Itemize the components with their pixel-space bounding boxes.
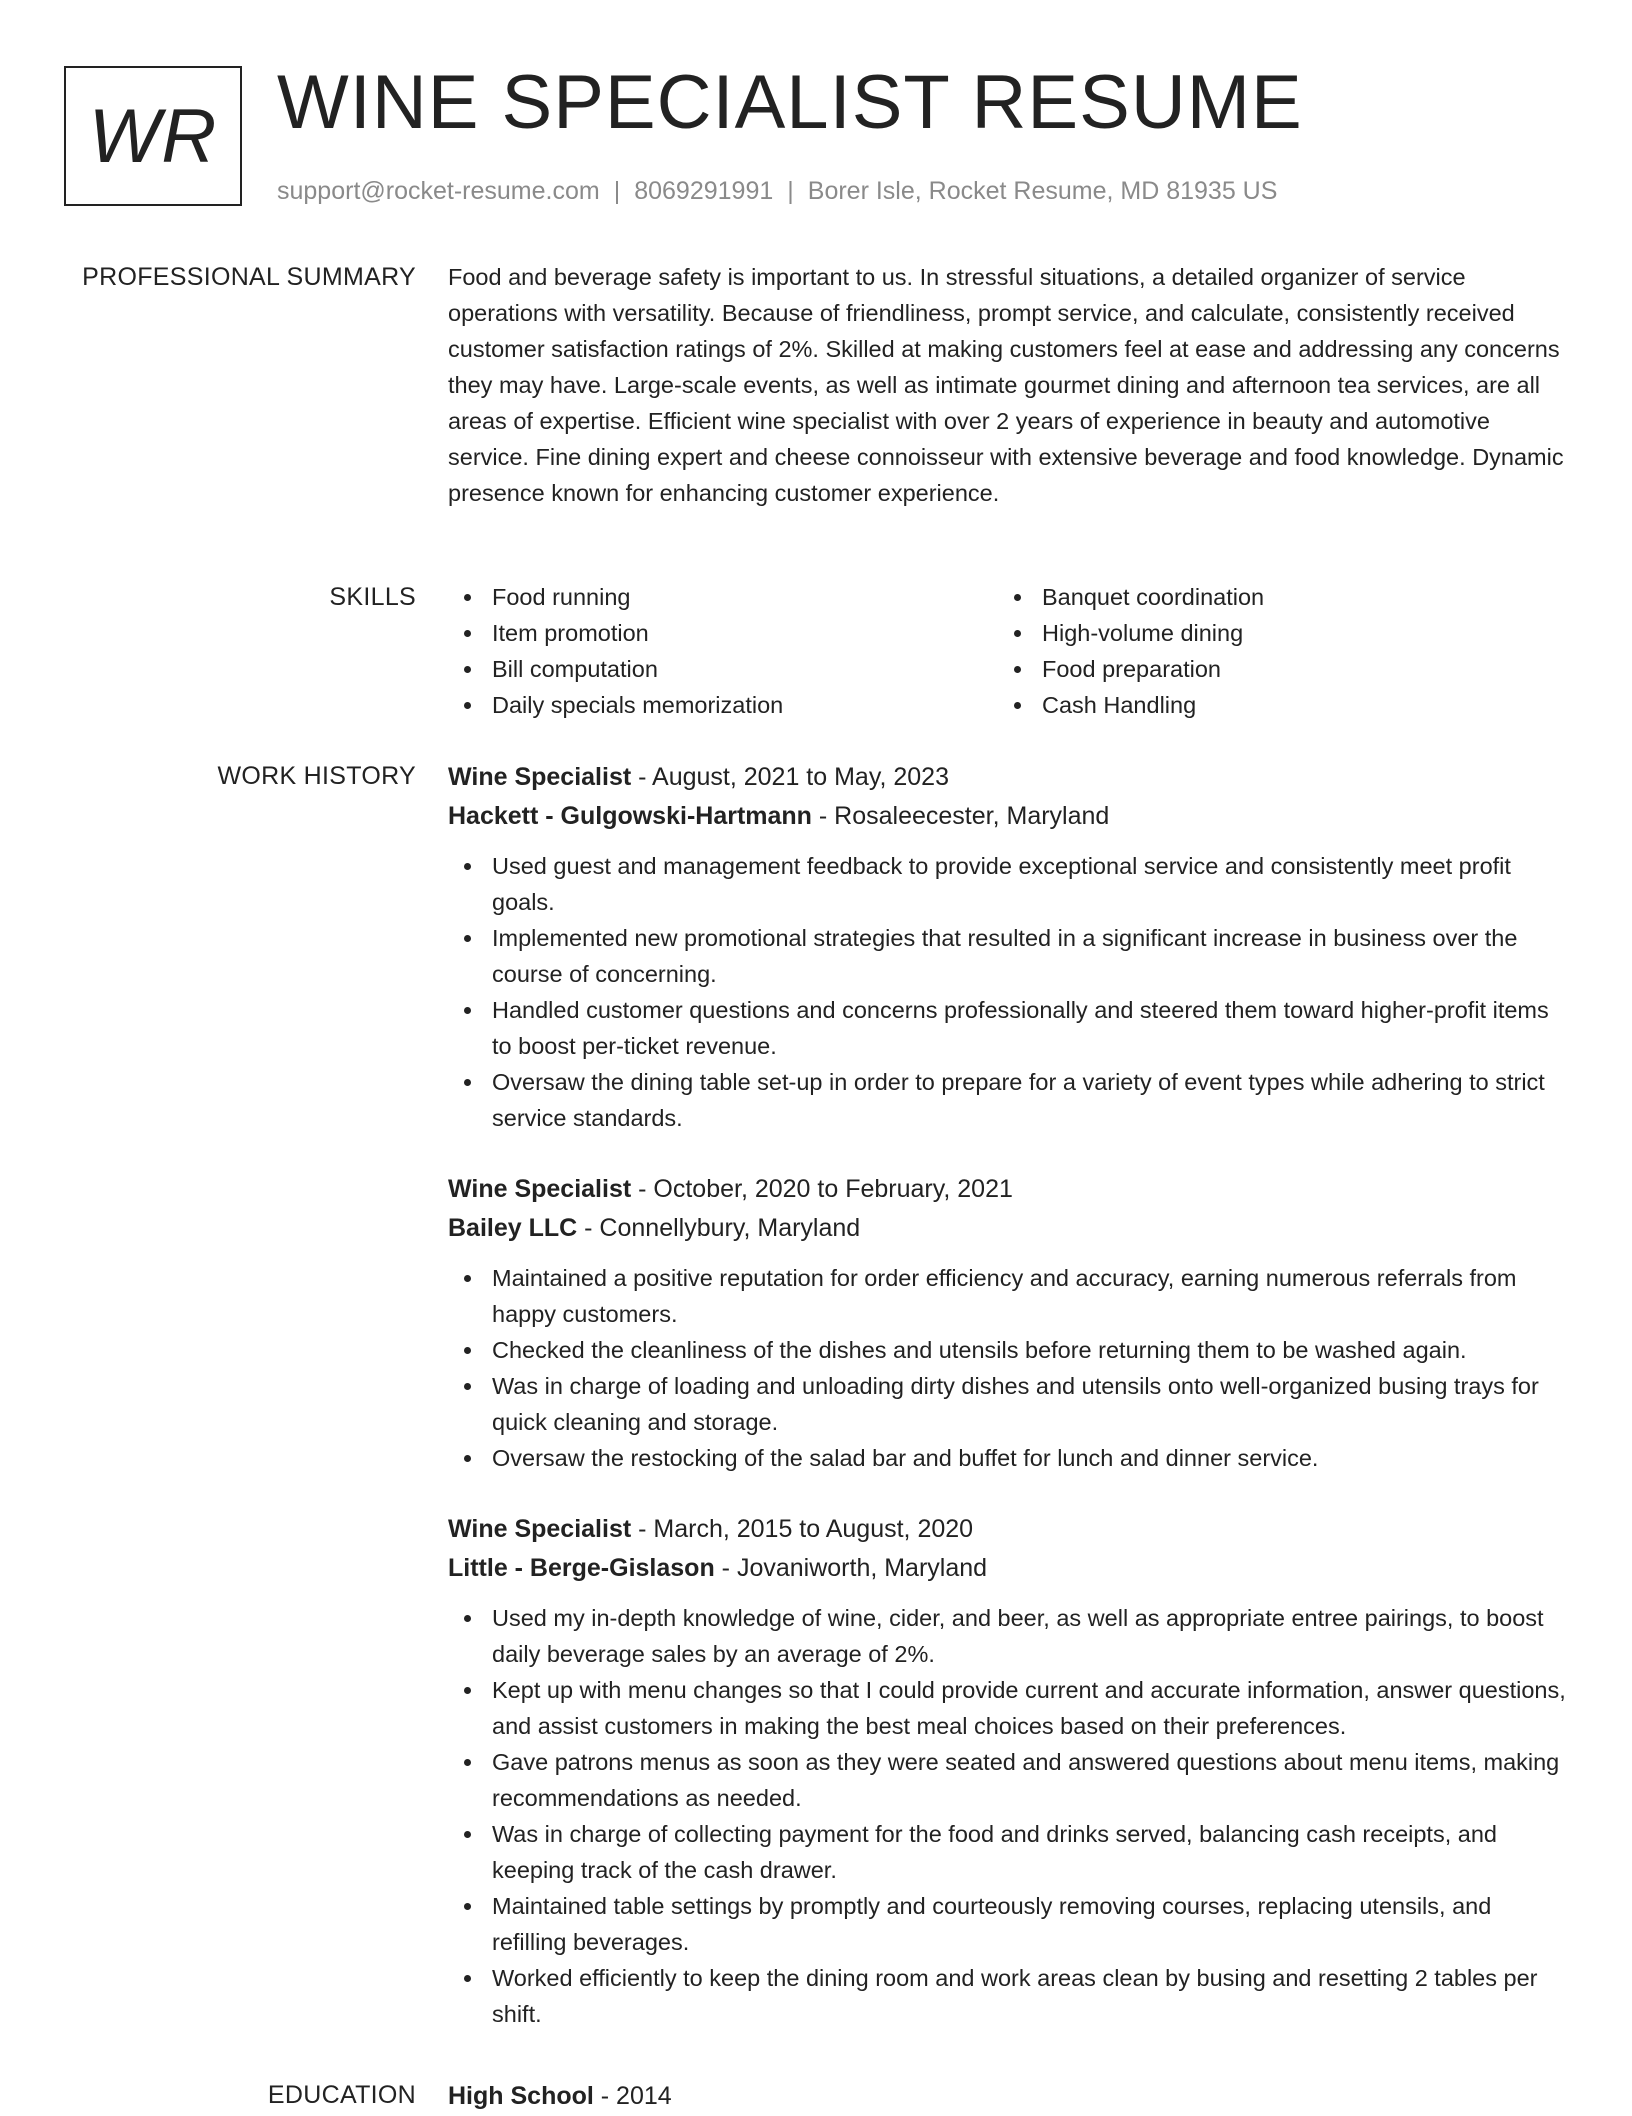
skills-body	[448, 579, 1568, 723]
job-bullet: Was in charge of collecting payment for the food and drinks served, balancing cash receipts, and keeping track of the cash drawer.	[448, 1816, 1568, 1888]
contact-separator: |	[613, 177, 621, 205]
job-location: - Connellybury, Maryland	[584, 1214, 861, 1242]
skill-item: Daily specials memorization	[448, 687, 998, 723]
education-body	[448, 2077, 1568, 2116]
work-label: WORK HISTORY	[217, 762, 416, 790]
education-degree: High School	[448, 2082, 594, 2110]
job-entry	[448, 758, 1568, 1136]
skills-label: SKILLS	[329, 583, 416, 611]
contact-separator: |	[787, 177, 794, 205]
skills-list-right	[998, 579, 1548, 723]
job-dates: - March, 2015 to August, 2020	[638, 1515, 974, 1543]
job-bullet: Used my in-depth knowledge of wine, cider, and beer, as well as appropriate entree pairings, to boost daily beverage sales by an average of 2%.	[448, 1600, 1568, 1672]
job-bullet: Was in charge of loading and unloading dirty dishes and utensils onto well-organized busing trays for quick cleaning and storage.	[448, 1368, 1568, 1440]
job-title-line	[448, 1510, 1568, 1549]
contact-line	[277, 174, 1277, 208]
job-company: Little - Berge-Gislason	[448, 1554, 715, 1582]
job-bullet: Used guest and management feedback to provide exceptional service and consistently meet profit goals.	[448, 848, 1568, 920]
job-entry	[448, 1170, 1568, 1476]
skill-item: Cash Handling	[998, 687, 1548, 723]
skill-item: Bill computation	[448, 651, 998, 687]
job-bullets	[448, 1600, 1568, 2032]
job-title: Wine Specialist	[448, 1175, 632, 1203]
summary-text: Food and beverage safety is important to us. In stressful situations, a detailed organizer of service operations with versatility. Because of friendliness, prompt service, and calculate, consistently received customer satisfaction ratings of 2%. Skilled at making customers feel at ease and addressing any concerns they may have. Large-scale events, as well as intimate gourmet dining and afternoon tea services, are all areas of expertise. Efficient wine specialist with over 2 years of experience in beauty and automotive service. Fine dining expert and cheese connoisseur with extensive beverage and food knowledge. Dynamic presence known for enhancing customer experience.	[448, 264, 1564, 506]
job-bullet: Kept up with menu changes so that I could provide current and accurate information, answer questions, and assist customers in making the best meal choices based on their preferences.	[448, 1672, 1568, 1744]
job-company: Hackett - Gulgowski-Hartmann	[448, 802, 812, 830]
job-location: - Rosaleecester, Maryland	[818, 802, 1110, 830]
skill-item: High-volume dining	[998, 615, 1548, 651]
job-bullet: Oversaw the restocking of the salad bar and buffet for lunch and dinner service.	[448, 1440, 1568, 1476]
contact-address: Borer Isle, Rocket Resume, MD 81935 US	[807, 177, 1278, 205]
job-title-line	[448, 758, 1568, 797]
job-bullet: Gave patrons menus as soon as they were seated and answered questions about menu items, making recommendations as needed.	[448, 1744, 1568, 1816]
job-title: Wine Specialist	[448, 1515, 632, 1543]
job-bullets	[448, 848, 1568, 1136]
job-company: Bailey LLC	[448, 1214, 578, 1242]
job-entry	[448, 1510, 1568, 2032]
job-company-line	[448, 797, 1568, 836]
resume-title: WINE SPECIALIST RESUME	[277, 60, 1303, 145]
job-dates: - August, 2021 to May, 2023	[638, 763, 949, 791]
job-location: - Jovaniworth, Maryland	[721, 1554, 988, 1582]
education-line	[448, 2077, 1568, 2116]
skill-item: Food preparation	[998, 651, 1548, 687]
job-company-line	[448, 1209, 1568, 1248]
job-bullet: Implemented new promotional strategies that resulted in a significant increase in business over the course of concerning.	[448, 920, 1568, 992]
work-body	[448, 758, 1568, 2066]
skill-item: Item promotion	[448, 615, 998, 651]
skill-item: Food running	[448, 579, 998, 615]
job-bullet: Maintained a positive reputation for order efficiency and accuracy, earning numerous referrals from happy customers.	[448, 1260, 1568, 1332]
skills-list-left	[448, 579, 998, 723]
job-bullet: Oversaw the dining table set-up in order to prepare for a variety of event types while adhering to strict service standards.	[448, 1064, 1568, 1136]
job-title: Wine Specialist	[448, 763, 632, 791]
job-bullet: Worked efficiently to keep the dining room and work areas clean by busing and resetting 2 tables per shift.	[448, 1960, 1568, 2032]
education-label: EDUCATION	[267, 2081, 416, 2109]
summary-body	[448, 259, 1568, 511]
job-bullet: Handled customer questions and concerns professionally and steered them toward higher-profit items to boost per-ticket revenue.	[448, 992, 1568, 1064]
education-year: - 2014	[600, 2082, 672, 2110]
job-bullet: Checked the cleanliness of the dishes and utensils before returning them to be washed again.	[448, 1332, 1568, 1368]
job-title-line	[448, 1170, 1568, 1209]
contact-phone[interactable]: 8069291991	[634, 177, 774, 205]
summary-label: PROFESSIONAL SUMMARY	[82, 263, 416, 291]
job-company-line	[448, 1549, 1568, 1588]
contact-email[interactable]: support@rocket-resume.com	[277, 177, 600, 205]
job-dates: - October, 2020 to February, 2021	[638, 1175, 1013, 1203]
job-bullet: Maintained table settings by promptly and courteously removing courses, replacing utensils, and refilling beverages.	[448, 1888, 1568, 1960]
job-bullets	[448, 1260, 1568, 1476]
monogram-text: WR	[88, 93, 218, 179]
skill-item: Banquet coordination	[998, 579, 1548, 615]
monogram-logo	[64, 66, 242, 206]
